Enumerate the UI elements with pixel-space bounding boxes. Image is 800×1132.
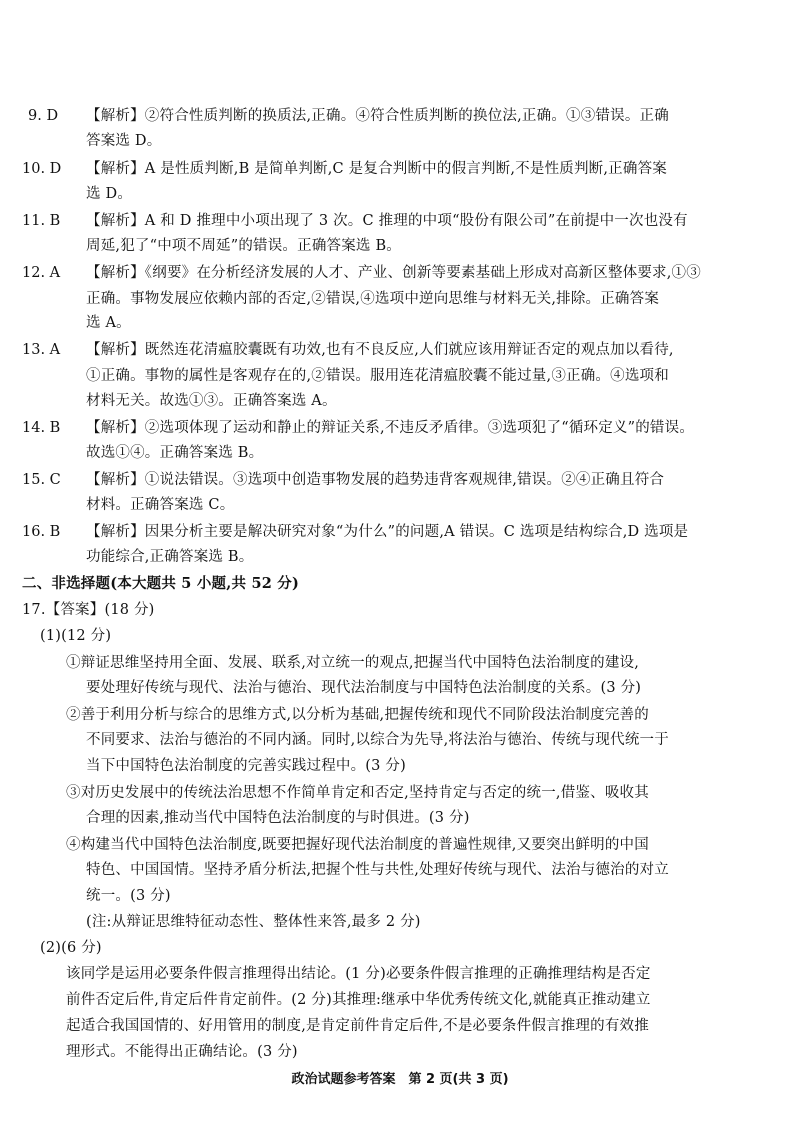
part-2-label: (2)(6 分) [40, 940, 102, 956]
answer-text-line: 【解析】因果分析主要是解决研究对象“为什么”的问题,A 错误。C 选项是结构综合,D 选项是 [86, 524, 689, 540]
scoring-note: (注:从辩证思维特征动态性、整体性来答,最多 2 分) [86, 914, 421, 930]
answer-number: 12. A [22, 265, 61, 281]
answer-number: 13. A [22, 342, 61, 358]
part-2-line: 前件否定后件,肯定后件肯定前件。(2 分)其推理:继承中华优秀传统文化,就能真正推动建立 [66, 992, 651, 1008]
answer-text-line: 【解析】A 是性质判断,B 是简单判断,C 是复合判断中的假言判断,不是性质判断,正确答案 [86, 161, 667, 177]
answer-text-line: 选 A。 [86, 315, 131, 331]
answer-text-line: 【解析】②符合性质判断的换质法,正确。④符合性质判断的换位法,正确。①③错误。正确 [86, 108, 669, 124]
answer-text-line: 【解析】既然连花清瘟胶囊既有功效,也有不良反应,人们就应该用辩证否定的观点加以看待, [86, 342, 674, 358]
point-line: ③对历史发展中的传统法治思想不作简单肯定和否定,坚持肯定与否定的统一,借鉴、吸收其 [66, 785, 649, 801]
answer-number: 10. D [22, 161, 62, 177]
point-line: ①辩证思维坚持用全面、发展、联系,对立统一的观点,把握当代中国特色法治制度的建设, [66, 655, 640, 671]
answer-number: 14. B [22, 420, 61, 436]
point-line: 不同要求、法治与德治的不同内涵。同时,以综合为先导,将法治与德治、传统与现代统一于 [86, 732, 669, 748]
answer-text-line: 正确。事物发展应依赖内部的否定,②错误,④选项中逆向思维与材料无关,排除。正确答案 [86, 291, 660, 307]
answer-text-line: 答案选 D。 [86, 133, 162, 149]
point-line: 当下中国特色法治制度的完善实践过程中。(3 分) [86, 758, 406, 774]
answer-text-line: 【解析】A 和 D 推理中小项出现了 3 次。C 推理的中项“股份有限公司”在前提中一次也没有 [86, 213, 688, 229]
answer-text-line: 【解析】②选项体现了运动和静止的辩证关系,不违反矛盾律。③选项犯了“循环定义”的错误。 [86, 420, 695, 436]
answer-text-line: 故选①④。正确答案选 B。 [86, 445, 264, 461]
point-line: 特色、中国国情。坚持矛盾分析法,把握个性与共性,处理好传统与现代、法治与德治的对立 [86, 862, 669, 878]
part-2-line: 理形式。不能得出正确结论。(3 分) [66, 1044, 298, 1060]
answer-text-line: 材料。正确答案选 C。 [86, 497, 235, 513]
point-line: 合理的因素,推动当代中国特色法治制度的与时俱进。(3 分) [86, 810, 470, 826]
point-line: 要处理好传统与现代、法治与德治、现代法治制度与中国特色法治制度的关系。(3 分) [86, 680, 642, 696]
point-line: ②善于利用分析与综合的思维方式,以分析为基础,把握传统和现代不同阶段法治制度完善的 [66, 707, 649, 723]
answer-number: 9. D [28, 108, 59, 124]
answer-number: 16. B [22, 524, 61, 540]
answer-text-line: 功能综合,正确答案选 B。 [86, 549, 254, 565]
point-line: 统一。(3 分) [86, 888, 171, 904]
answer-text-line: 材料无关。故选①③。正确答案选 A。 [86, 393, 337, 409]
part-2-line: 起适合我国国情的、好用管用的制度,是肯定前件肯定后件,不是必要条件假言推理的有效推 [66, 1018, 649, 1034]
answer-text-line: 周延,犯了“中项不周延”的错误。正确答案选 B。 [86, 238, 401, 254]
point-line: ④构建当代中国特色法治制度,既要把握好现代法治制度的普遍性规律,又要突出鲜明的中国 [66, 837, 649, 853]
page-footer: 政治试题参考答案 第 2 页(共 3 页) [291, 1072, 509, 1087]
answer-text-line: 【解析】《纲要》在分析经济发展的人才、产业、创新等要素基础上形成对高新区整体要求,①③ [86, 265, 701, 281]
answer-number: 11. B [22, 213, 61, 229]
answer-text-line: 选 D。 [86, 186, 133, 202]
part-1-label: (1)(12 分) [40, 628, 112, 644]
section-title: 二、非选择题(本大题共 5 小题,共 52 分) [22, 575, 300, 592]
part-2-line: 该同学是运用必要条件假言推理得出结论。(1 分)必要条件假言推理的正确推理结构是否定 [66, 966, 651, 982]
answer-number: 15. C [22, 472, 61, 488]
answer-text-line: 【解析】①说法错误。③选项中创造事物发展的趋势违背客观规律,错误。②④正确且符合 [86, 472, 665, 488]
question-17-header: 17.【答案】(18 分) [22, 602, 155, 618]
answer-text-line: ①正确。事物的属性是客观存在的,②错误。服用连花清瘟胶囊不能过量,③正确。④选项和 [86, 368, 669, 384]
